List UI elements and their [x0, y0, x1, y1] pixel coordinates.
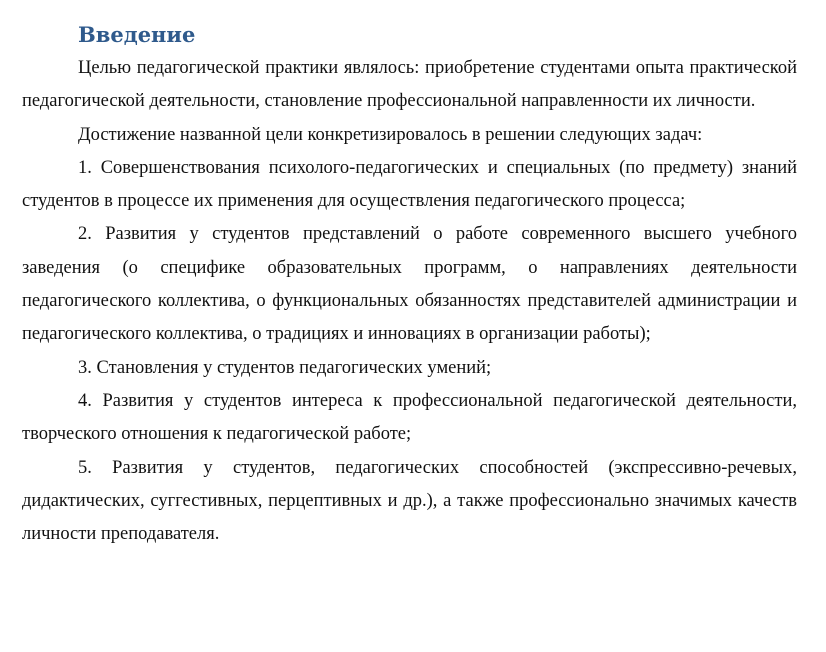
paragraph-tasks-intro: Достижение названной цели конкретизировалось в решении следующих задач:: [78, 124, 703, 145]
task-item-2: 2. Развития у студентов представлений о работе современного высшего учебного заведения (о специфике образовательных программ, о направлениях деятельности педагогического коллектива, о функциональных обязанностях представителей администрации и педагогического коллектива, о традициях и инновациях в организации работы);: [22, 224, 797, 345]
task-item-3: 3. Становления у студентов педагогических умений;: [78, 357, 492, 378]
section-heading: Введение: [78, 22, 196, 47]
paragraph-goal: Целью педагогической практики являлось: приобретение студентами опыта практической педагогической деятельности, становление профессиональной направленности их личности.: [22, 58, 797, 112]
document-page: [22, 18, 797, 551]
task-item-1: 1. Совершенствования психолого-педагогических и специальных (по предмету) знаний студентов в процессе их применения для осуществления педагогического процесса;: [22, 157, 797, 212]
task-item-5: 5. Развития у студентов, педагогических способностей (экспрессивно-речевых, дидактических, суггестивных, перцептивных и др.), а также профессионально значимых качеств личности преподавателя.: [22, 457, 797, 545]
task-item-4: 4. Развития у студентов интереса к профессиональной педагогической деятельности, творческого отношения к педагогической работе;: [22, 390, 797, 445]
